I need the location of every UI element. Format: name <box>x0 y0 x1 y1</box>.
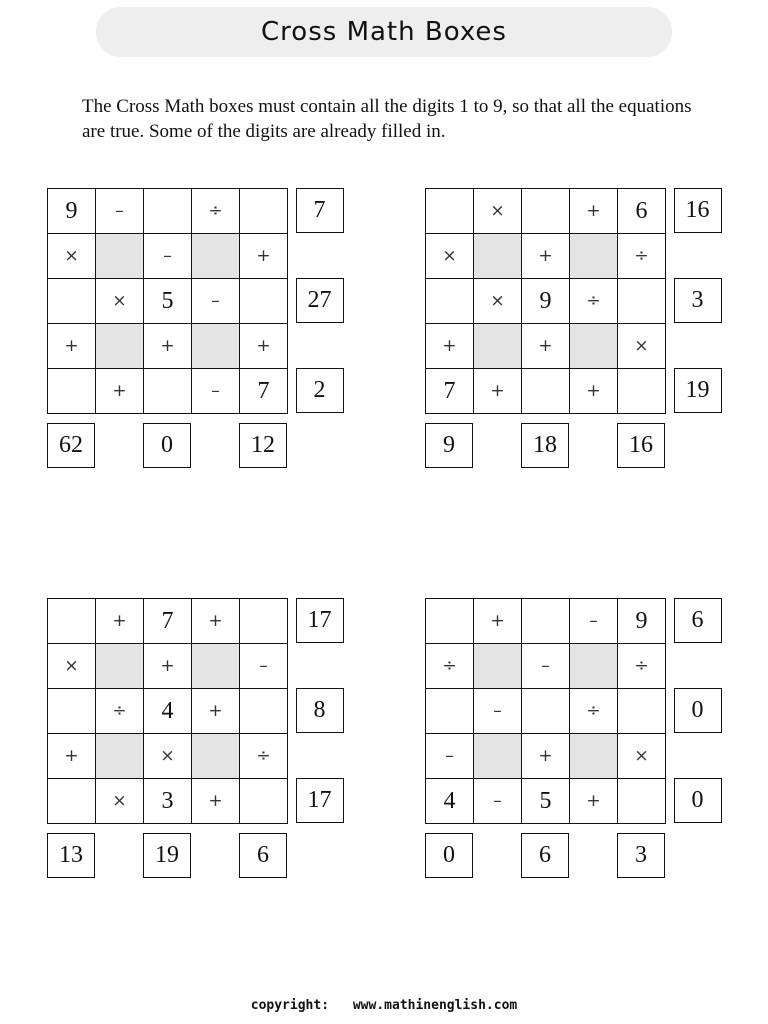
empty-digit-cell[interactable] <box>426 189 474 234</box>
operator-cell: + <box>426 324 474 369</box>
given-digit-cell: 6 <box>618 189 666 234</box>
operator-cell: – <box>144 234 192 279</box>
row-result-box: 3 <box>674 278 722 323</box>
given-digit-cell: 3 <box>144 779 192 824</box>
column-result-box: 0 <box>143 423 191 468</box>
row-result-box: 17 <box>296 598 344 643</box>
row-result-box: 7 <box>296 188 344 233</box>
operator-cell: – <box>570 599 618 644</box>
empty-digit-cell[interactable] <box>48 779 96 824</box>
shaded-cell <box>570 324 618 369</box>
operator-cell: – <box>426 734 474 779</box>
given-digit-cell: 9 <box>522 279 570 324</box>
given-digit-cell: 7 <box>240 369 288 414</box>
row-result-box: 19 <box>674 368 722 413</box>
operator-cell: + <box>474 599 522 644</box>
empty-digit-cell[interactable] <box>48 689 96 734</box>
column-result-box: 6 <box>239 833 287 878</box>
empty-digit-cell[interactable] <box>522 599 570 644</box>
empty-digit-cell[interactable] <box>48 369 96 414</box>
shaded-cell <box>570 644 618 689</box>
operator-cell: + <box>570 779 618 824</box>
operator-cell: + <box>522 234 570 279</box>
operator-cell: ÷ <box>426 644 474 689</box>
empty-digit-cell[interactable] <box>48 279 96 324</box>
column-result-box: 16 <box>617 423 665 468</box>
given-digit-cell: 4 <box>426 779 474 824</box>
empty-digit-cell[interactable] <box>48 599 96 644</box>
operator-cell: × <box>474 279 522 324</box>
shaded-cell <box>570 234 618 279</box>
row-result-box: 27 <box>296 278 344 323</box>
shaded-cell <box>474 324 522 369</box>
operator-cell: × <box>96 279 144 324</box>
shaded-cell <box>192 324 240 369</box>
copyright-label: copyright: <box>250 998 330 1013</box>
given-digit-cell: 7 <box>426 369 474 414</box>
empty-digit-cell[interactable] <box>426 689 474 734</box>
shaded-cell <box>192 234 240 279</box>
given-digit-cell: 4 <box>144 689 192 734</box>
operator-cell: ÷ <box>240 734 288 779</box>
operator-cell: + <box>48 734 96 779</box>
page-title: Cross Math Boxes <box>96 7 672 57</box>
column-result-box: 62 <box>47 423 95 468</box>
row-result-box: 8 <box>296 688 344 733</box>
instructions-text: The Cross Math boxes must contain all the digits 1 to 9, so that all the equations are true. Some of the digits are already filled in. <box>82 96 692 142</box>
operator-cell: ÷ <box>618 234 666 279</box>
empty-digit-cell[interactable] <box>618 779 666 824</box>
shaded-cell <box>474 644 522 689</box>
row-result-box: 2 <box>296 368 344 413</box>
shaded-cell <box>192 644 240 689</box>
operator-cell: + <box>570 189 618 234</box>
puzzle-3 <box>47 598 347 883</box>
column-result-box: 18 <box>521 423 569 468</box>
row-result-box: 16 <box>674 188 722 233</box>
puzzle-grid <box>425 188 666 414</box>
operator-cell: – <box>474 779 522 824</box>
footer <box>0 998 768 1013</box>
operator-cell: + <box>96 599 144 644</box>
operator-cell: + <box>144 324 192 369</box>
operator-cell: × <box>96 779 144 824</box>
operator-cell: + <box>474 369 522 414</box>
operator-cell: – <box>240 644 288 689</box>
operator-cell: × <box>618 734 666 779</box>
operator-cell: ÷ <box>570 279 618 324</box>
empty-digit-cell[interactable] <box>144 189 192 234</box>
empty-digit-cell[interactable] <box>522 369 570 414</box>
empty-digit-cell[interactable] <box>618 279 666 324</box>
operator-cell: + <box>522 734 570 779</box>
operator-cell: + <box>144 644 192 689</box>
operator-cell: – <box>96 189 144 234</box>
empty-digit-cell[interactable] <box>618 369 666 414</box>
empty-digit-cell[interactable] <box>522 189 570 234</box>
operator-cell: + <box>570 369 618 414</box>
column-result-box: 13 <box>47 833 95 878</box>
empty-digit-cell[interactable] <box>618 689 666 734</box>
operator-cell: × <box>48 234 96 279</box>
column-result-box: 0 <box>425 833 473 878</box>
empty-digit-cell[interactable] <box>144 369 192 414</box>
operator-cell: – <box>522 644 570 689</box>
given-digit-cell: 9 <box>48 189 96 234</box>
shaded-cell <box>474 734 522 779</box>
empty-digit-cell[interactable] <box>240 599 288 644</box>
empty-digit-cell[interactable] <box>240 689 288 734</box>
given-digit-cell: 5 <box>144 279 192 324</box>
operator-cell: ÷ <box>618 644 666 689</box>
operator-cell: + <box>240 234 288 279</box>
shaded-cell <box>96 324 144 369</box>
operator-cell: ÷ <box>192 189 240 234</box>
shaded-cell <box>96 234 144 279</box>
shaded-cell <box>96 644 144 689</box>
row-result-box: 6 <box>674 598 722 643</box>
empty-digit-cell[interactable] <box>240 779 288 824</box>
shaded-cell <box>570 734 618 779</box>
operator-cell: + <box>48 324 96 369</box>
operator-cell: ÷ <box>570 689 618 734</box>
column-result-box: 6 <box>521 833 569 878</box>
operator-cell: – <box>192 369 240 414</box>
column-result-box: 19 <box>143 833 191 878</box>
empty-digit-cell[interactable] <box>522 689 570 734</box>
given-digit-cell: 5 <box>522 779 570 824</box>
operator-cell: + <box>192 779 240 824</box>
puzzle-1 <box>47 188 347 473</box>
shaded-cell <box>192 734 240 779</box>
empty-digit-cell[interactable] <box>426 599 474 644</box>
given-digit-cell: 9 <box>618 599 666 644</box>
shaded-cell <box>474 234 522 279</box>
puzzle-grid <box>425 598 666 824</box>
operator-cell: × <box>144 734 192 779</box>
empty-digit-cell[interactable] <box>240 189 288 234</box>
operator-cell: + <box>96 369 144 414</box>
operator-cell: + <box>192 689 240 734</box>
row-result-box: 0 <box>674 688 722 733</box>
operator-cell: × <box>48 644 96 689</box>
puzzle-grid <box>47 598 288 824</box>
operator-cell: + <box>192 599 240 644</box>
puzzle-2 <box>425 188 725 473</box>
row-result-box: 17 <box>296 778 344 823</box>
operator-cell: + <box>240 324 288 369</box>
column-result-box: 12 <box>239 423 287 468</box>
column-result-box: 3 <box>617 833 665 878</box>
shaded-cell <box>96 734 144 779</box>
row-result-box: 0 <box>674 778 722 823</box>
puzzle-4 <box>425 598 725 883</box>
copyright-site: www.mathinenglish.com <box>352 998 518 1013</box>
operator-cell: × <box>618 324 666 369</box>
column-result-box: 9 <box>425 423 473 468</box>
puzzle-grid <box>47 188 288 414</box>
given-digit-cell: 7 <box>144 599 192 644</box>
empty-digit-cell[interactable] <box>240 279 288 324</box>
operator-cell: × <box>426 234 474 279</box>
empty-digit-cell[interactable] <box>426 279 474 324</box>
operator-cell: + <box>522 324 570 369</box>
operator-cell: – <box>474 689 522 734</box>
operator-cell: ÷ <box>96 689 144 734</box>
operator-cell: × <box>474 189 522 234</box>
operator-cell: – <box>192 279 240 324</box>
